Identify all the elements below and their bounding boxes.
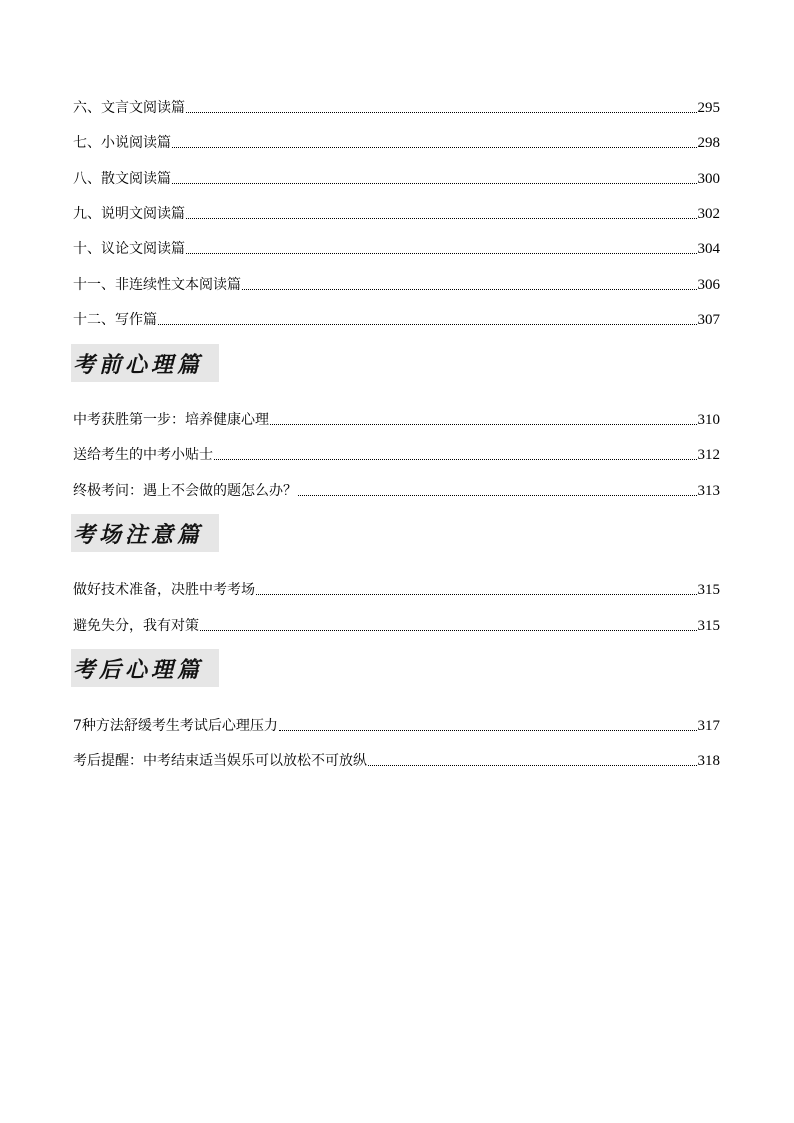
toc-entry-page: 313 <box>697 483 720 499</box>
toc-entry[interactable] <box>73 613 720 635</box>
toc-entry[interactable] <box>73 577 720 599</box>
toc-entry-label: 八、散文阅读篇 <box>73 171 171 187</box>
toc-dot-leader <box>158 324 697 325</box>
toc-entry[interactable] <box>73 748 720 770</box>
section-heading: 考后心理篇 <box>71 649 219 687</box>
toc-dot-leader <box>368 765 697 766</box>
toc-entry-page: 298 <box>697 135 720 151</box>
toc-entry-label: 避免失分，我有对策 <box>73 618 199 634</box>
toc-dot-leader <box>256 594 697 595</box>
toc-entry-label: 中考获胜第一步：培养健康心理 <box>73 412 269 428</box>
toc-entry-label: 十二、写作篇 <box>73 312 157 328</box>
toc-dot-leader <box>270 424 697 425</box>
toc-entry-page: 307 <box>697 312 720 328</box>
toc-entry-page: 306 <box>697 277 720 293</box>
toc-dot-leader <box>279 730 697 731</box>
toc-entry-label: 九、说明文阅读篇 <box>73 206 185 222</box>
toc-entry-label: 七、小说阅读篇 <box>73 135 171 151</box>
toc-entry-page: 317 <box>697 718 720 734</box>
toc-entry[interactable] <box>73 713 720 735</box>
toc-entry[interactable] <box>73 95 720 117</box>
toc-entry[interactable] <box>73 442 720 464</box>
toc-entry[interactable] <box>73 201 720 223</box>
toc-dot-leader <box>172 183 697 184</box>
toc-entry-page: 304 <box>697 241 720 257</box>
toc-entry[interactable] <box>73 130 720 152</box>
toc-dot-leader <box>242 289 697 290</box>
toc-dot-leader <box>186 218 697 219</box>
toc-entry-page: 302 <box>697 206 720 222</box>
toc-entry-label: 十一、非连续性文本阅读篇 <box>73 277 241 293</box>
toc-entry-page: 315 <box>697 582 720 598</box>
toc-dot-leader <box>200 630 697 631</box>
toc-entry-label: 考后提醒：中考结束适当娱乐可以放松不可放纵 <box>73 753 367 769</box>
toc-entry-label: 十、议论文阅读篇 <box>73 241 185 257</box>
toc-entry[interactable] <box>73 236 720 258</box>
toc-entry-label: 六、文言文阅读篇 <box>73 100 185 116</box>
toc-entry-page: 310 <box>697 412 720 428</box>
toc-entry[interactable] <box>73 478 720 500</box>
toc-dot-leader <box>186 112 697 113</box>
toc-entry[interactable] <box>73 307 720 329</box>
toc-dot-leader <box>172 147 697 148</box>
toc-entry-label: 做好技术准备，决胜中考考场 <box>73 582 255 598</box>
section-heading: 考场注意篇 <box>71 514 219 552</box>
toc-entry-label: 送给考生的中考小贴士 <box>73 447 213 463</box>
toc-entry[interactable] <box>73 407 720 429</box>
toc-entry-page: 295 <box>697 100 720 116</box>
toc-entry-label: 7种方法舒缓考生考试后心理压力 <box>73 718 278 734</box>
toc-entry[interactable] <box>73 166 720 188</box>
toc-dot-leader <box>214 459 697 460</box>
toc-entry-page: 315 <box>697 618 720 634</box>
toc-entry-page: 318 <box>697 753 720 769</box>
toc-entry-label: 终极考问：遇上不会做的题怎么办？ <box>73 483 297 499</box>
toc-entry[interactable] <box>73 272 720 294</box>
toc-dot-leader <box>186 253 697 254</box>
section-heading: 考前心理篇 <box>71 344 219 382</box>
toc-dot-leader <box>298 495 697 496</box>
toc-entry-page: 300 <box>697 171 720 187</box>
toc-entry-page: 312 <box>697 447 720 463</box>
